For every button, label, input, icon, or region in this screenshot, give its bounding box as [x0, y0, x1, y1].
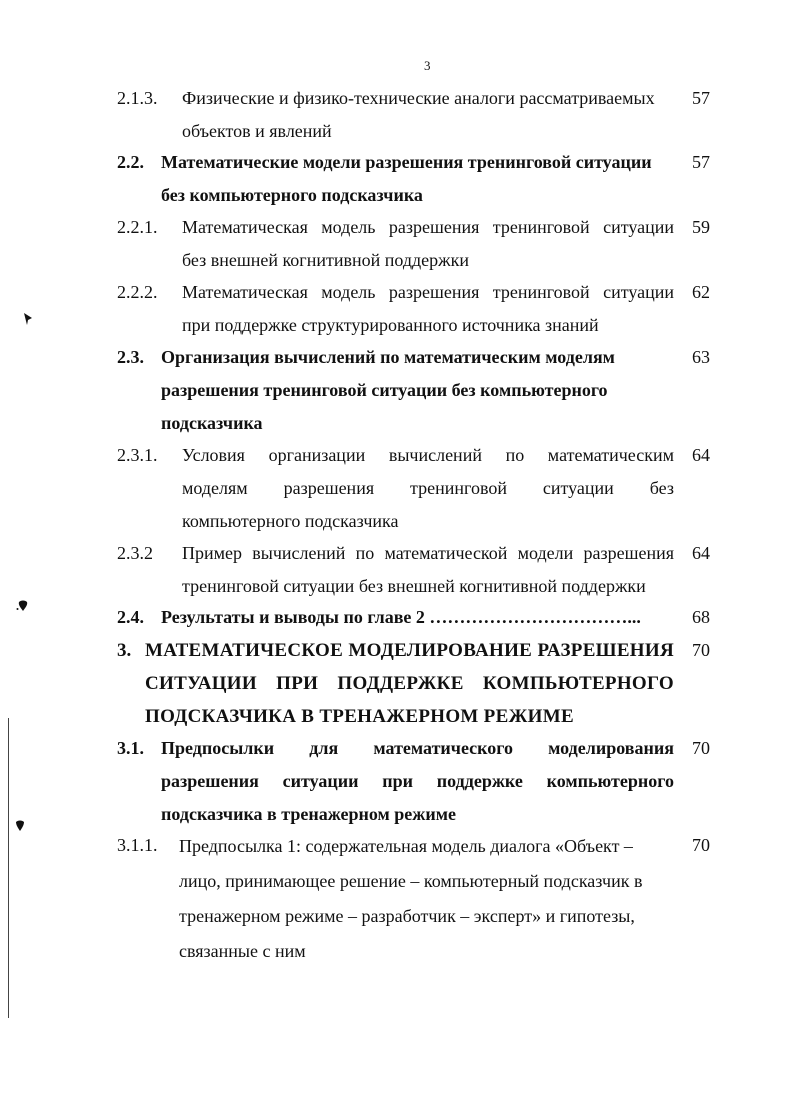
- toc-page: 59: [692, 217, 710, 237]
- binder-mark-icon: [22, 312, 34, 326]
- toc-page: 64: [692, 445, 710, 465]
- toc-title-line: при поддержке структурированного источника знаний: [182, 315, 599, 335]
- toc-title-line: без компьютерного подсказчика: [161, 185, 423, 205]
- page-number: 3: [424, 58, 431, 73]
- toc-number: 2.3.: [117, 347, 144, 367]
- toc-title-line: Математическая модель разрешения тренинговой ситуации: [182, 282, 674, 302]
- toc-page: 57: [692, 152, 710, 172]
- toc-entry-2-4: [117, 601, 714, 634]
- toc-page: 63: [692, 347, 710, 367]
- toc-title-line: Организация вычислений по математическим моделям: [161, 347, 615, 367]
- toc-number: 2.2.1.: [117, 217, 158, 237]
- toc-number: 2.3.2: [117, 543, 153, 563]
- toc-number: 2.2.: [117, 152, 144, 172]
- toc-title-line: объектов и явлений: [182, 121, 332, 141]
- toc-title-line: подсказчика: [161, 413, 263, 433]
- toc-title-line: моделям разрешения тренинговой ситуации без: [182, 478, 674, 498]
- toc-entry-3-1: [117, 732, 714, 831]
- toc-entry-2-3-1: [117, 439, 714, 538]
- toc-page: 68: [692, 607, 710, 627]
- toc-title-line: тренажерном режиме – разработчик – эксперт» и гипотезы,: [179, 906, 635, 926]
- toc-number: 3.1.: [117, 738, 144, 758]
- scan-margin-line: [8, 718, 9, 1018]
- toc-number: 2.4.: [117, 607, 144, 627]
- toc-title-line: тренинговой ситуации без внешней когнитивной поддержки: [182, 576, 646, 596]
- toc-entry-2-3-2: [117, 537, 714, 603]
- toc-title-line: Условия организации вычислений по математическим: [182, 445, 674, 465]
- toc-page: 57: [692, 88, 710, 108]
- toc-title-line: Пример вычислений по математической модели разрешения: [182, 543, 674, 563]
- toc-title-line: Математические модели разрешения тренинговой ситуации: [161, 152, 652, 172]
- toc-title-line: без внешней когнитивной поддержки: [182, 250, 469, 270]
- toc-number: 3.1.1.: [117, 835, 158, 855]
- toc-page: 70: [692, 738, 710, 758]
- toc-page: 70: [692, 640, 710, 660]
- binder-mark-icon: [15, 820, 25, 832]
- toc-entry-chapter-3: [117, 634, 714, 733]
- binder-mark-icon: [16, 600, 30, 612]
- toc-page: 62: [692, 282, 710, 302]
- toc-title-line: Физические и физико-технические аналоги рассматриваемых: [182, 88, 655, 108]
- toc-title-line: Математическая модель разрешения тренинговой ситуации: [182, 217, 674, 237]
- toc-entry-2-3: [117, 341, 714, 440]
- toc-entry-2-1-3: [117, 82, 714, 148]
- toc-title-line: подсказчика в тренажерном режиме: [161, 804, 456, 824]
- toc-page: 70: [692, 835, 710, 855]
- toc-entry-2-2-1: [117, 211, 714, 277]
- toc-title-line: разрешения ситуации при поддержке компьютерного: [161, 771, 674, 791]
- toc-entry-2-2-2: [117, 276, 714, 342]
- toc-title-line: компьютерного подсказчика: [182, 511, 399, 531]
- toc-title-line: лицо, принимающее решение – компьютерный подсказчик в: [179, 871, 643, 891]
- toc-title-line: СИТУАЦИИ ПРИ ПОДДЕРЖКЕ КОМПЬЮТЕРНОГО: [145, 673, 674, 694]
- toc-number: 2.2.2.: [117, 282, 158, 302]
- toc-number: 2.1.3.: [117, 88, 158, 108]
- toc-title-line: Результаты и выводы по главе 2 ……………………………...: [161, 607, 641, 627]
- toc-title-line: Предпосылки для математического моделирования: [161, 738, 674, 758]
- toc-entry-2-2: [117, 146, 714, 212]
- toc-title-line: связанные с ним: [179, 941, 306, 961]
- toc-number: 2.3.1.: [117, 445, 158, 465]
- toc-title-line: Предпосылка 1: содержательная модель диалога «Объект –: [179, 836, 633, 856]
- toc-number: 3.: [117, 640, 132, 661]
- toc-title-line: разрешения тренинговой ситуации без компьютерного: [161, 380, 608, 400]
- toc-title-line: МАТЕМАТИЧЕСКОЕ МОДЕЛИРОВАНИЕ РАЗРЕШЕНИЯ: [145, 640, 674, 661]
- toc-entry-3-1-1: [117, 829, 714, 969]
- toc-page: 64: [692, 543, 710, 563]
- toc-title-line: ПОДСКАЗЧИКА В ТРЕНАЖЕРНОМ РЕЖИМЕ: [145, 706, 574, 727]
